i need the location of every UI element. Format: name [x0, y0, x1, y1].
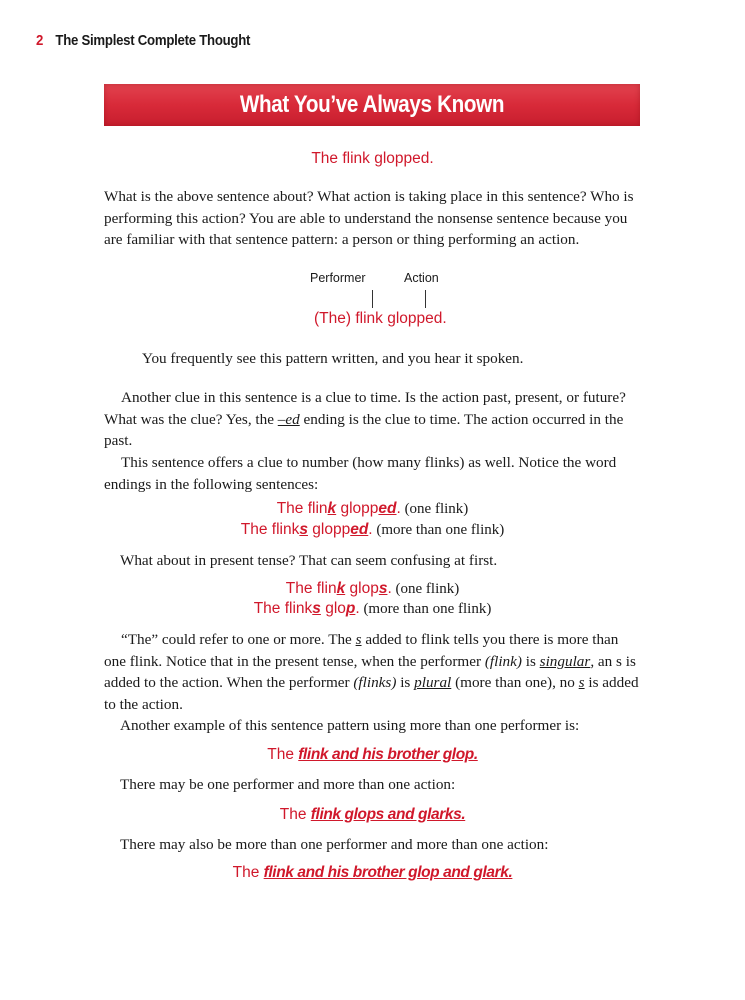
- action-connector: [425, 290, 426, 308]
- paragraph-more-actions: There may be one performer and more than one action:: [120, 776, 456, 793]
- p6-text: , an s is added to the action. When the performer: [104, 652, 636, 691]
- example-emphasis: flink and his brother glop and glark.: [263, 864, 513, 881]
- compound-both-example: [0, 864, 745, 882]
- example-text: The flink: [240, 521, 300, 538]
- intro-example: The flink glopped.: [311, 150, 434, 167]
- action-label: Action: [404, 271, 439, 285]
- p6-text: (more than one), no: [451, 674, 579, 691]
- paragraph-number: This sentence offers a clue to number (how many flinks) as well. Notice the word endings in the following sentences:: [104, 454, 617, 493]
- s-letter: s: [355, 631, 362, 648]
- p6-text: added to flink tells you there is more than one flink. Notice that in the present tense, when the performer: [104, 631, 619, 670]
- example-ending: k: [336, 580, 346, 597]
- example-the: The: [279, 806, 311, 823]
- term-flink: (flink): [484, 652, 522, 670]
- example-ending: p: [345, 600, 356, 617]
- performer-label: Performer: [310, 271, 366, 285]
- example-ending: k: [327, 500, 337, 517]
- page-header: [36, 32, 250, 49]
- ed-ending: –ed: [277, 410, 300, 428]
- example-emphasis: flink and his brother glop.: [298, 746, 478, 763]
- section-title: What You’ve Always Known: [239, 91, 505, 118]
- example-emphasis: flink glops and glarks.: [310, 806, 466, 823]
- term-flinks: (flinks): [353, 674, 397, 691]
- example-text: glopp: [336, 500, 379, 517]
- compound-action-example: [0, 806, 745, 824]
- diagram-sentence: (The) flink glopped.: [314, 310, 447, 327]
- example-text: The flink: [253, 600, 313, 617]
- s-letter: s: [578, 674, 585, 691]
- present-example-plural: [0, 600, 745, 618]
- time-text-b: ending is the clue to time. The action occurred in the past.: [104, 410, 624, 449]
- example-period: .: [387, 580, 392, 597]
- present-example-singular: [0, 580, 745, 598]
- example-note: (one flink): [391, 581, 460, 597]
- example-the: The: [267, 746, 299, 763]
- term-plural: plural: [414, 674, 452, 691]
- example-period: .: [368, 521, 373, 538]
- performer-connector: [372, 290, 373, 308]
- paragraph-both: There may also be more than one performer and more than one action:: [120, 836, 549, 853]
- paragraph-intro: What is the above sentence about? What action is taking place in this sentence? Who is performing this action? You are able to understand the nonsense sentence because you are familiar with that sentence pattern: a person or thing performing an action.: [104, 188, 634, 248]
- page-number: 2: [36, 32, 44, 49]
- p6-text: is added to the action.: [104, 674, 639, 713]
- example-text: glop: [345, 580, 379, 597]
- example-the: The: [232, 864, 264, 881]
- paragraph-pattern: You frequently see this pattern written, and you hear it spoken.: [142, 350, 524, 367]
- term-singular: singular: [539, 652, 591, 670]
- paragraph-more-performers: Another example of this sentence pattern using more than one performer is:: [120, 717, 580, 734]
- example-text: The flin: [276, 500, 328, 517]
- chapter-title: The Simplest Complete Thought: [55, 32, 251, 49]
- example-ending: ed: [378, 500, 397, 517]
- example-ending: s: [378, 580, 388, 597]
- example-ending: ed: [350, 521, 369, 538]
- example-note: (more than one flink): [372, 522, 505, 538]
- past-example-plural: [0, 521, 745, 539]
- example-text: glo: [320, 600, 346, 617]
- example-period: .: [355, 600, 360, 617]
- section-banner: [104, 84, 640, 126]
- example-note: (more than one flink): [359, 601, 492, 617]
- paragraph-present: What about in present tense? That can seem confusing at first.: [120, 552, 498, 569]
- past-example-singular: [0, 500, 745, 518]
- p6-text: “The” could refer to one or more. The: [121, 631, 356, 648]
- example-text: glopp: [307, 521, 351, 538]
- compound-performer-example: [0, 746, 745, 764]
- example-ending: s: [299, 521, 308, 538]
- example-note: (one flink): [400, 501, 469, 517]
- p6-text: is: [396, 674, 415, 691]
- paragraph-singular-plural: [104, 629, 644, 715]
- time-text-a: Another clue in this sentence is a clue to time. Is the action past, present, or future? What was the clue? Yes, the: [104, 389, 626, 428]
- example-ending: s: [312, 600, 321, 617]
- paragraph-time: [104, 387, 644, 452]
- p6-text: is: [521, 652, 540, 670]
- example-text: The flin: [285, 580, 337, 597]
- example-period: .: [396, 500, 401, 517]
